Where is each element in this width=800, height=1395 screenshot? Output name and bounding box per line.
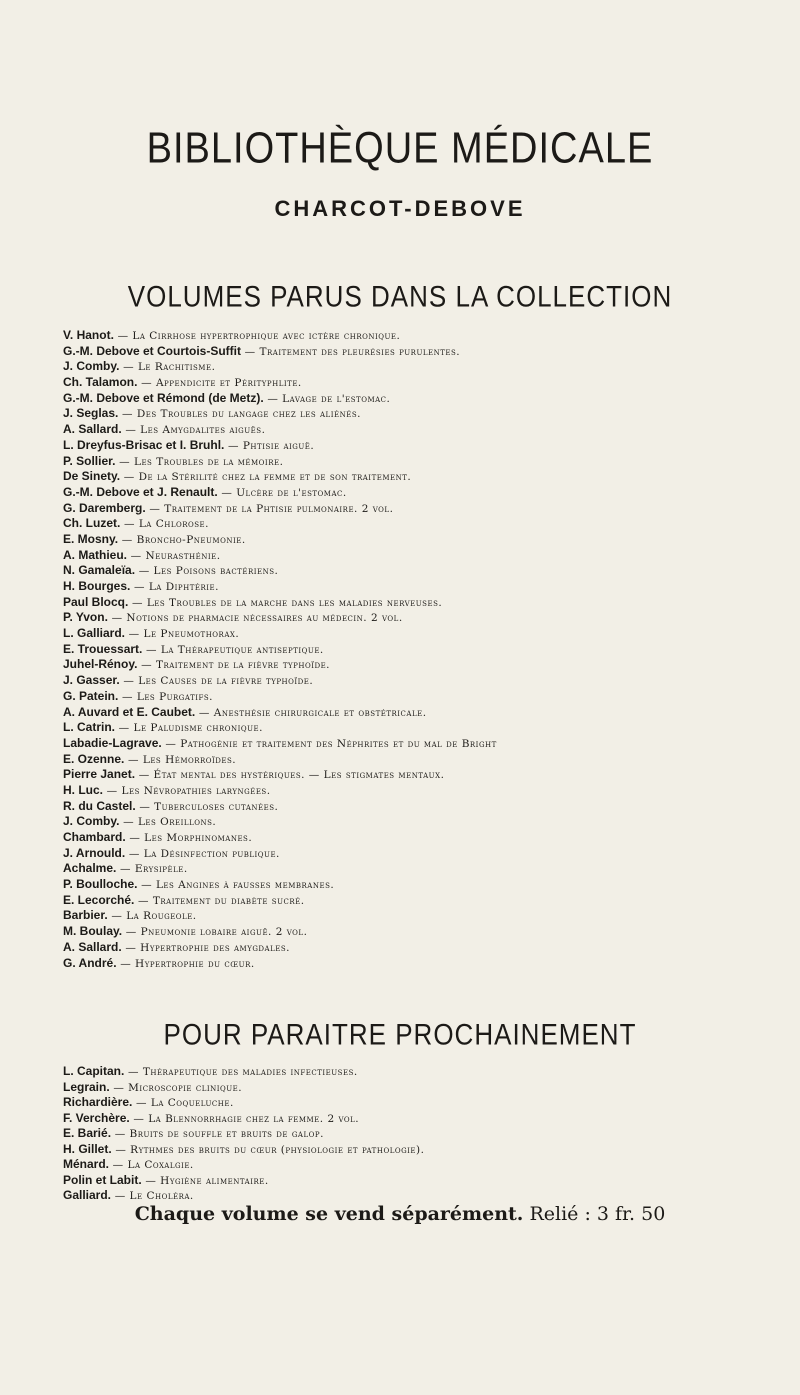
- upcoming-list: [63, 1064, 793, 1204]
- entry-work: — Rythmes des bruits du cœur (physiologie et pathologie).: [115, 1143, 425, 1156]
- entry-work: — Les Morphinomanes.: [129, 832, 253, 844]
- list-item: [63, 767, 793, 783]
- entry-author: G. Daremberg.: [63, 500, 146, 515]
- entry-work: — Les Troubles de la mémoire.: [119, 455, 284, 468]
- published-list: [63, 328, 793, 971]
- list-item: [63, 814, 793, 830]
- entry-author: Juhel-Rénoy.: [63, 657, 138, 672]
- entry-author: L. Dreyfus-Brisac et I. Bruhl.: [63, 437, 225, 452]
- entry-work: — Bruits de souffle et bruits de galop.: [114, 1128, 324, 1140]
- list-item: [63, 799, 793, 815]
- entry-work: — Hypertrophie du cœur.: [120, 957, 255, 970]
- entry-work: — La Diphtérie.: [134, 581, 219, 593]
- entry-work: — Les Poisons bactériens.: [138, 565, 279, 578]
- entry-work: — État mental des hystériques. — Les stigmates mentaux.: [138, 769, 445, 782]
- entry-work: — Pneumonie lobaire aiguë. 2 vol.: [125, 926, 308, 939]
- entry-work: — Lavage de l'estomac.: [267, 392, 391, 405]
- list-item: [63, 1157, 793, 1173]
- list-item: [63, 893, 793, 909]
- entry-work: — Thérapeutique des maladies infectieuses.: [128, 1066, 358, 1078]
- entry-author: Legrain.: [63, 1079, 110, 1094]
- list-item: [63, 438, 793, 454]
- entry-author: P. Boulloche.: [63, 877, 138, 892]
- list-item: [63, 548, 793, 564]
- entry-work: — Le Rachitisme.: [123, 361, 216, 374]
- entry-work: — Microscopie clinique.: [113, 1081, 243, 1094]
- entry-author: Paul Blocq.: [63, 594, 129, 609]
- entry-author: N. Gamaleïa.: [63, 563, 136, 578]
- list-item: [63, 469, 793, 485]
- list-item: [63, 359, 793, 375]
- entry-work: — Les Causes de la fièvre typhoïde.: [123, 675, 314, 688]
- list-item: [63, 1064, 793, 1080]
- list-item: [63, 579, 793, 595]
- entry-work: — Les Amygdalites aiguës.: [125, 424, 266, 437]
- footer-note: [0, 1203, 800, 1225]
- list-item: [63, 1126, 793, 1142]
- entry-author: J. Comby.: [63, 359, 120, 374]
- entry-author: A. Mathieu.: [63, 547, 128, 562]
- list-item: [63, 1111, 793, 1127]
- page-subtitle: CHARCOT-DEBOVE: [274, 196, 526, 221]
- list-item: [63, 673, 793, 689]
- entry-author: Richardière.: [63, 1095, 133, 1109]
- entry-work: — Le Paludisme chronique.: [118, 722, 263, 735]
- list-item: [63, 752, 793, 768]
- entry-author: H. Bourges.: [63, 579, 131, 593]
- list-item: [63, 736, 793, 752]
- entry-work: — Les Névropathies laryngées.: [106, 784, 271, 797]
- list-item: [63, 1080, 793, 1096]
- entry-work: — La Désinfection publique.: [128, 847, 280, 860]
- list-item: [63, 705, 793, 721]
- list-item: [63, 877, 793, 893]
- entry-work: — Le Pneumothorax.: [128, 628, 240, 641]
- list-item: [63, 501, 793, 517]
- entry-author: G.-M. Debove et J. Renault.: [63, 484, 218, 499]
- entry-work: — Pathogénie et traitement des Néphrites et du mal de Bright: [165, 737, 497, 750]
- entry-work: — Neurasthénie.: [130, 549, 221, 562]
- entry-author: M. Boulay.: [63, 924, 123, 939]
- entry-author: Pierre Janet.: [63, 767, 136, 782]
- list-item: [63, 1142, 793, 1158]
- list-item: [63, 406, 793, 422]
- entry-author: P. Sollier.: [63, 453, 116, 468]
- entry-author: Ch. Luzet.: [63, 516, 121, 531]
- entry-author: Galliard.: [63, 1188, 112, 1202]
- entry-author: Polin et Labit.: [63, 1172, 142, 1187]
- list-item: [63, 861, 793, 877]
- entry-work: — Appendicite et Pérityphlite.: [141, 377, 302, 390]
- entry-work: — Des Troubles du langage chez les aliénés.: [122, 408, 361, 421]
- entry-author: A. Sallard.: [63, 422, 122, 437]
- entry-work: — Le Choléra.: [114, 1190, 194, 1202]
- entry-work: — Les Angines à fausses membranes.: [141, 879, 335, 892]
- entry-author: H. Luc.: [63, 782, 104, 797]
- entry-work: — Les Troubles de la marche dans les maladies nerveuses.: [132, 596, 443, 609]
- list-item: [63, 422, 793, 438]
- entry-author: E. Barié.: [63, 1126, 112, 1140]
- list-item: [63, 657, 793, 673]
- upcoming-heading: POUR PARAITRE PROCHAINEMENT: [163, 1016, 637, 1052]
- list-item: [63, 830, 793, 846]
- entry-work: — Traitement de la Phtisie pulmonaire. 2 vol.: [149, 502, 394, 515]
- list-item: [63, 454, 793, 470]
- entry-work: — Phtisie aiguë.: [228, 439, 315, 452]
- list-item: [63, 516, 793, 532]
- entry-author: L. Capitan.: [63, 1064, 125, 1078]
- list-item: [63, 940, 793, 956]
- list-item: [63, 595, 793, 611]
- entry-author: G. André.: [63, 955, 117, 970]
- entry-author: G.-M. Debove et Courtois-Suffit: [63, 343, 241, 358]
- list-item: [63, 689, 793, 705]
- entry-author: Achalme.: [63, 861, 117, 876]
- entry-author: L. Catrin.: [63, 720, 116, 735]
- published-heading: VOLUMES PARUS DANS LA COLLECTION: [127, 278, 673, 314]
- entry-author: H. Gillet.: [63, 1141, 112, 1156]
- list-item: [63, 720, 793, 736]
- list-item: [63, 610, 793, 626]
- list-item: [63, 1173, 793, 1189]
- entry-author: P. Yvon.: [63, 610, 108, 625]
- entry-author: A. Sallard.: [63, 939, 122, 954]
- footer-price: Relié : 3 fr. 50: [529, 1203, 666, 1225]
- entry-work: — La Coxalgie.: [112, 1159, 194, 1171]
- entry-author: G. Patein.: [63, 688, 119, 703]
- entry-work: — De la Stérilité chez la femme et de son traitement.: [123, 471, 412, 484]
- entry-author: Ménard.: [63, 1157, 110, 1171]
- list-item: [63, 924, 793, 940]
- list-item: [63, 344, 793, 360]
- entry-work: — Notions de pharmacie nécessaires au médecin. 2 vol.: [111, 612, 403, 625]
- entry-work: — Anesthésie chirurgicale et obstétricale.: [198, 706, 427, 719]
- entry-work: — Traitement de la fièvre typhoïde.: [141, 659, 331, 672]
- list-item: [63, 1188, 793, 1204]
- entry-author: L. Galliard.: [63, 626, 126, 641]
- entry-author: De Sinety.: [63, 469, 121, 484]
- entry-author: R. du Castel.: [63, 798, 136, 813]
- entry-work: — La Cirrhose hypertrophique avec ictère chronique.: [117, 330, 401, 342]
- entry-work: — Les Oreillons.: [123, 816, 217, 829]
- list-item: [63, 563, 793, 579]
- list-item: [63, 783, 793, 799]
- list-item: [63, 375, 793, 391]
- entry-author: J. Gasser.: [63, 673, 120, 688]
- entry-work: — Hygiène alimentaire.: [145, 1174, 269, 1187]
- entry-author: E. Ozenne.: [63, 751, 125, 766]
- entry-work: — La Blennorrhagie chez la femme. 2 vol.: [133, 1112, 360, 1125]
- entry-work: — Ulcère de l'estomac.: [221, 486, 347, 499]
- list-item: [63, 642, 793, 658]
- entry-author: Chambard.: [63, 830, 126, 844]
- entry-work: — Tuberculoses cutanées.: [139, 800, 279, 813]
- entry-work: — Les Hémorroïdes.: [128, 753, 237, 766]
- entry-work: — Broncho-Pneumonie.: [121, 533, 246, 546]
- entry-author: A. Auvard et E. Caubet.: [63, 704, 196, 719]
- entry-author: E. Lecorché.: [63, 892, 135, 907]
- entry-author: Barbier.: [63, 908, 108, 923]
- list-item: [63, 956, 793, 972]
- entry-work: — Les Purgatifs.: [122, 690, 213, 703]
- entry-work: — Traitement des pleurésies purulentes.: [244, 345, 461, 358]
- list-item: [63, 1095, 793, 1111]
- list-item: [63, 626, 793, 642]
- list-item: [63, 846, 793, 862]
- entry-author: J. Comby.: [63, 814, 120, 829]
- list-item: [63, 328, 793, 344]
- entry-author: J. Seglas.: [63, 406, 119, 421]
- list-item: [63, 391, 793, 407]
- entry-author: Ch. Talamon.: [63, 375, 138, 390]
- entry-work: — Traitement du diabète sucré.: [138, 894, 305, 907]
- entry-author: G.-M. Debove et Rémond (de Metz).: [63, 390, 264, 405]
- list-item: [63, 908, 793, 924]
- entry-author: E. Trouessart.: [63, 641, 143, 656]
- page-title: BIBLIOTHÈQUE MÉDICALE: [146, 124, 654, 174]
- entry-author: V. Hanot.: [63, 328, 114, 342]
- entry-work: — La Chlorose.: [123, 518, 209, 531]
- entry-author: J. Arnould.: [63, 845, 126, 860]
- entry-author: F. Verchère.: [63, 1110, 130, 1125]
- entry-author: Labadie-Lagrave.: [63, 735, 162, 750]
- entry-work: — Hypertrophie des amygdales.: [125, 941, 290, 954]
- entry-work: — La Coqueluche.: [136, 1097, 234, 1109]
- list-item: [63, 485, 793, 501]
- entry-work: — La Rougeole.: [111, 910, 197, 923]
- entry-work: — Erysipèle.: [120, 863, 188, 876]
- list-item: [63, 532, 793, 548]
- entry-work: — La Thérapeutique antiseptique.: [146, 643, 324, 656]
- footer-text: Chaque volume se vend séparément.: [134, 1203, 524, 1225]
- entry-author: E. Mosny.: [63, 531, 119, 546]
